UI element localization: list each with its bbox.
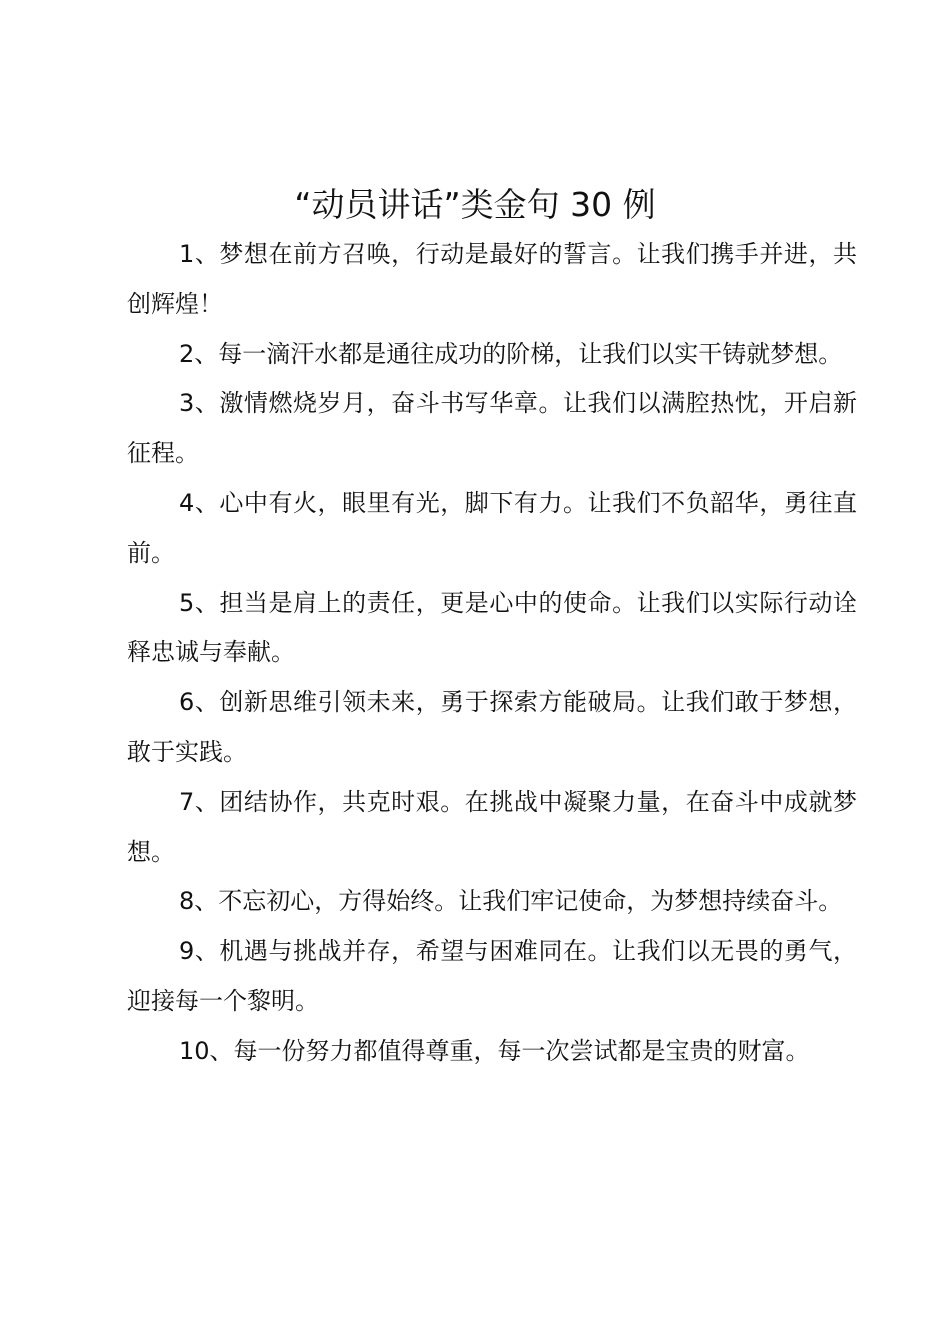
quote-paragraph-5: 5、担当是肩上的责任，更是心中的使命。让我们以实际行动诠释忠诚与奉献。	[127, 588, 857, 667]
document-title: “动员讲话”类金句 30 例	[294, 185, 656, 224]
quote-paragraph-6: 6、创新思维引领未来，勇于探索方能破局。让我们敢于梦想，敢于实践。	[127, 688, 857, 766]
quote-paragraph-7: 7、团结协作，共克时艰。在挑战中凝聚力量，在奋斗中成就梦想。	[127, 787, 857, 866]
document-body	[127, 230, 857, 1077]
quote-paragraph-2: 2、每一滴汗水都是通往成功的阶梯，让我们以实干铸就梦想。	[179, 339, 843, 368]
quote-paragraph-9: 9、机遇与挑战并存，希望与困难同在。让我们以无畏的勇气，迎接每一个黎明。	[127, 937, 857, 1015]
quote-paragraph-1: 1、梦想在前方召唤，行动是最好的誓言。让我们携手并进，共创辉煌！	[127, 240, 857, 318]
quote-paragraph-4: 4、心中有火，眼里有光，脚下有力。让我们不负韶华，勇往直前。	[127, 488, 857, 567]
quote-paragraph-8: 8、不忘初心，方得始终。让我们牢记使命，为梦想持续奋斗。	[179, 887, 843, 916]
quote-paragraph-3: 3、激情燃烧岁月，奋斗书写华章。让我们以满腔热忱，开启新征程。	[127, 389, 857, 468]
quote-paragraph-10: 10、每一份努力都值得尊重，每一次尝试都是宝贵的财富。	[179, 1036, 810, 1065]
